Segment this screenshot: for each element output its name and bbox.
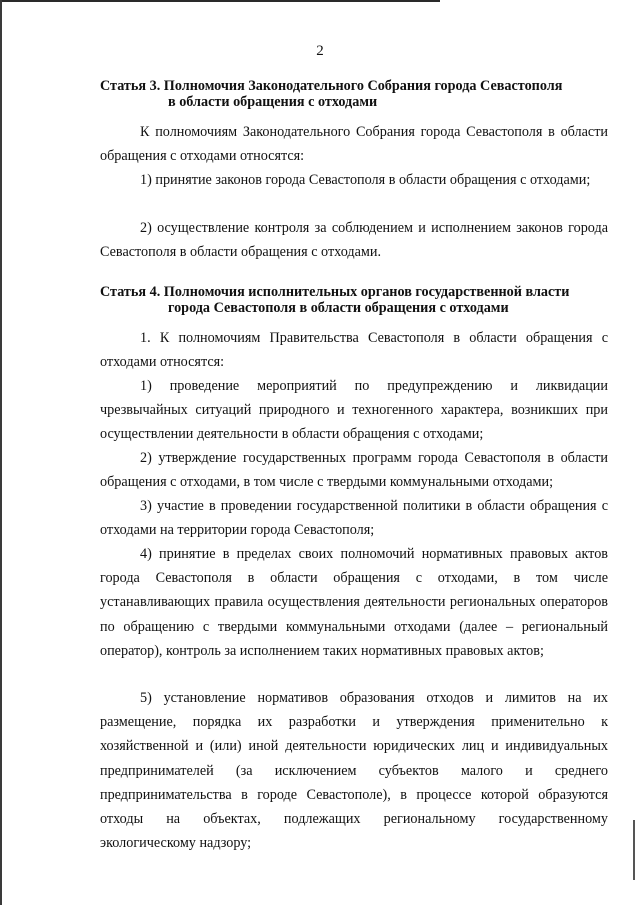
article-4-title-line-2: города Севастополя в области обращения с отходами — [168, 300, 509, 316]
article-4-paragraph: 5) установление нормативов образования отходов и лимитов на их размещение, порядка их разработки и утверждения применительно к хозяйственной и (или) иной деятельности юридических лиц и индивидуальных предпринимателей (за исключением субъектов малого и среднего предпринимательства в городе Севастополе), в процессе которой образуются отходы на объектах, подлежащих региональному государственному экологическому надзору; — [100, 690, 608, 852]
page-number: 2 — [316, 43, 324, 59]
article-3-paragraph: 1) принятие законов города Севастополя в области обращения с отходами; — [140, 172, 591, 188]
article-3-title-line-1: Статья 3. Полномочия Законодательного Собрания города Севастополя — [100, 78, 563, 94]
article-4-paragraph: 1) проведение мероприятий по предупреждению и ликвидации чрезвычайных ситуаций природного и техногенного характера, возникших при осуществлении деятельности в области обращения с отходами; — [100, 378, 608, 443]
article-4-paragraph: 1. К полномочиям Правительства Севастополя в области обращения с отходами относятся: — [100, 330, 608, 371]
article-3-paragraph: К полномочиям Законодательного Собрания города Севастополя в области обращения с отходами относятся: — [100, 124, 608, 165]
article-3-heading — [100, 78, 620, 110]
scan-border-top — [0, 0, 440, 2]
scan-border-right — [633, 820, 635, 880]
article-3-paragraph: 2) осуществление контроля за соблюдением и исполнением законов города Севастополя в области обращения с отходами. — [100, 220, 608, 261]
article-4-heading — [100, 284, 620, 316]
article-4-paragraph: 4) принятие в пределах своих полномочий нормативных правовых актов города Севастополя в области обращения с отходами, в том числе устанавливающих правила осуществления деятельности региональных операторов по обращению с твердыми коммунальными отходами (далее – региональный оператор), контроль за исполнением таких нормативных правовых актов; — [100, 546, 608, 659]
article-3-title-line-2: в области обращения с отходами — [168, 94, 378, 110]
article-4-paragraph: 3) участие в проведении государственной политики в области обращения с отходами на территории города Севастополя; — [100, 498, 608, 539]
scan-border-left — [0, 0, 2, 905]
article-4-title-line-1: Статья 4. Полномочия исполнительных органов государственной власти — [100, 284, 570, 300]
article-4-paragraph: 2) утверждение государственных программ города Севастополя в области обращения с отходами, в том числе с твердыми коммунальными отходами; — [100, 450, 608, 491]
